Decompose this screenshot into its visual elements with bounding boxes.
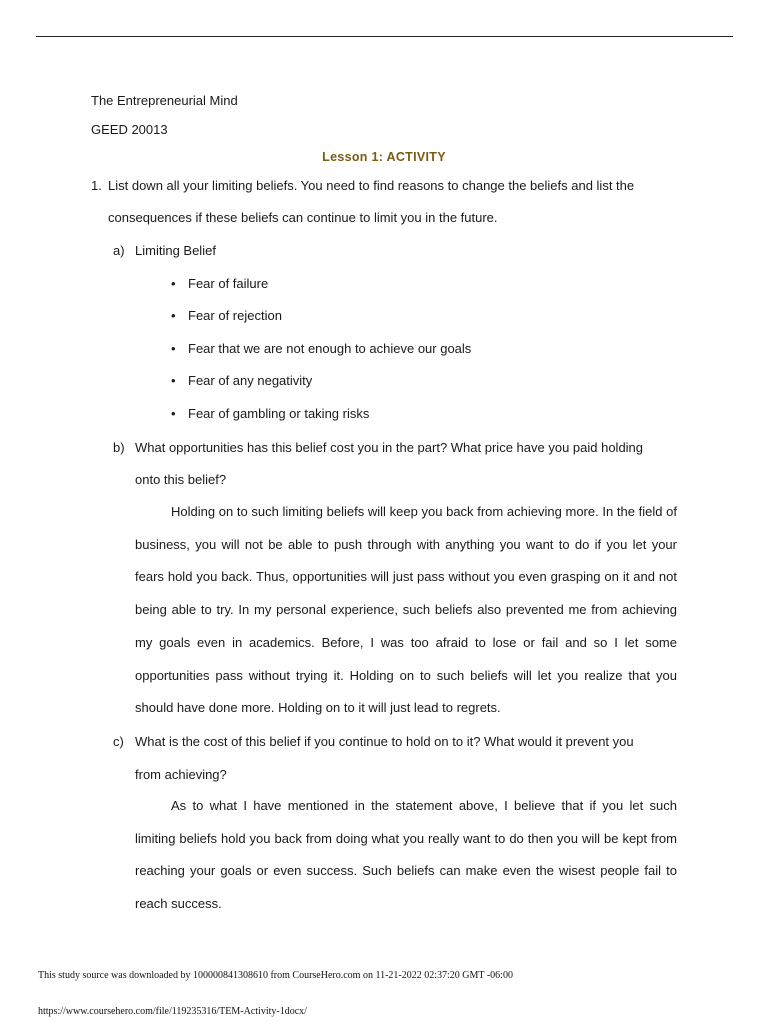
item-b-line-1: What opportunities has this belief cost you in the part? What price have you paid holding xyxy=(135,440,644,455)
bullet-text: Fear of gambling or taking risks xyxy=(188,406,370,421)
bullet-text: Fear that we are not enough to achieve our goals xyxy=(188,341,472,356)
header-rule xyxy=(36,36,733,37)
item-b-label: b) xyxy=(113,440,125,455)
item-c-label: c) xyxy=(113,734,124,749)
course-title: The Entrepreneurial Mind xyxy=(91,93,238,108)
source-note: This study source was downloaded by 100000841308610 from CourseHero.com on 11-21-2022 02:37:20 GMT -06:00 xyxy=(38,970,513,981)
lesson-title: Lesson 1: ACTIVITY xyxy=(322,150,446,164)
item-c-answer xyxy=(135,790,677,921)
bullet-text: Fear of any negativity xyxy=(188,373,313,388)
question-1-number: 1. xyxy=(91,178,102,193)
bullet-item xyxy=(171,406,370,422)
bullet-item xyxy=(171,373,313,389)
bullet-text: Fear of rejection xyxy=(188,308,282,323)
item-c-line-1: What is the cost of this belief if you continue to hold on to it? What would it prevent you xyxy=(135,734,634,749)
bullet-icon: • xyxy=(171,308,176,323)
bullet-icon: • xyxy=(171,341,176,356)
item-b-answer-text: Holding on to such limiting beliefs will keep you back from achieving more. In the field of business, you will not be able to push through with anything you want to do if you let your fears hold you back. Thus, opportunities will just pass without you even grasping on it and not being able to try. In my personal experience, such beliefs also prevented me from achieving my goals even in academics. Before, I was too afraid to lose or fail and so I let some opportunities pass without trying it. Holding on to such beliefs will let you realize that you should have done more. Holding on to it will just lead to regrets. xyxy=(135,504,677,716)
bullet-text: Fear of failure xyxy=(188,276,269,291)
bullet-icon: • xyxy=(171,406,176,421)
bullet-item xyxy=(171,308,282,324)
bullet-icon: • xyxy=(171,276,176,291)
item-b-answer xyxy=(135,496,677,725)
item-a-text: Limiting Belief xyxy=(135,243,216,258)
item-c-line-2: from achieving? xyxy=(135,767,227,782)
bullet-icon: • xyxy=(171,373,176,388)
bullet-item xyxy=(171,341,472,357)
bullet-item xyxy=(171,276,269,292)
item-a-label: a) xyxy=(113,243,125,258)
question-1-line-2: consequences if these beliefs can continue to limit you in the future. xyxy=(108,210,498,225)
question-1-line-1: List down all your limiting beliefs. You need to find reasons to change the beliefs and list the xyxy=(108,178,635,193)
source-url[interactable]: https://www.coursehero.com/file/119235316/TEM-Activity-1docx/ xyxy=(38,1006,307,1017)
item-b-line-2: onto this belief? xyxy=(135,472,227,487)
item-c-answer-text: As to what I have mentioned in the statement above, I believe that if you let such limiting beliefs hold you back from doing what you really want to do then you will be kept from reaching your goals or even success. Such beliefs can make even the wisest people fail to reach success. xyxy=(135,798,677,912)
course-code: GEED 20013 xyxy=(91,122,168,137)
